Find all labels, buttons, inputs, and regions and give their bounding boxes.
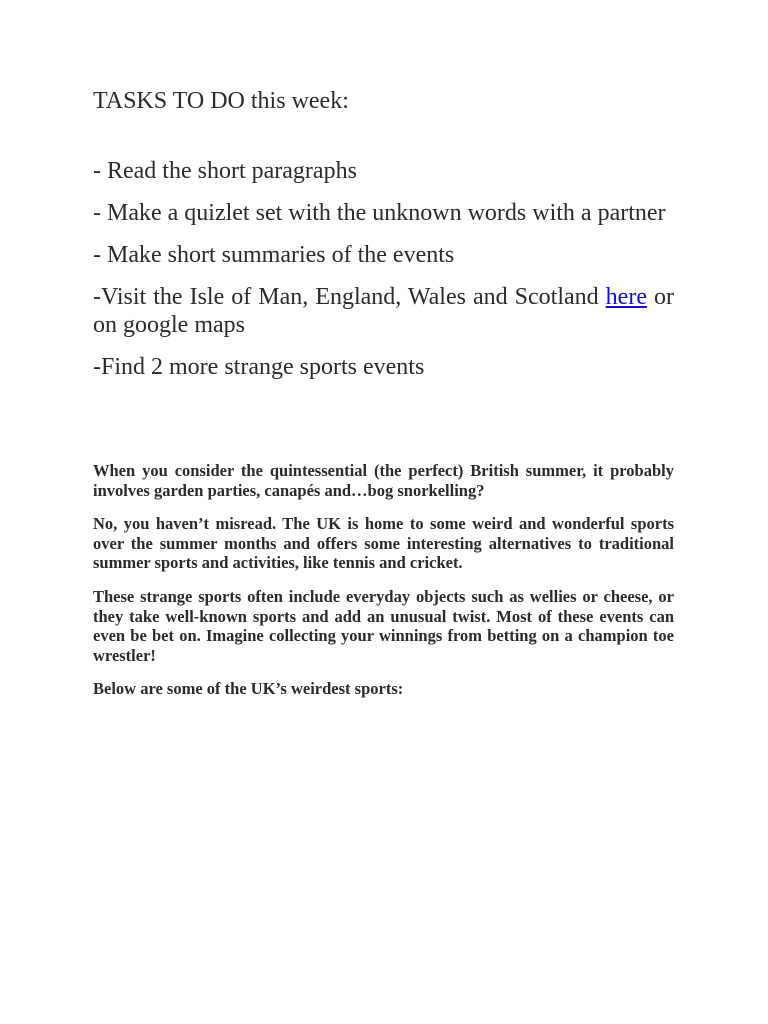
task-visit-prefix: -Visit the Isle of Man, England, Wales and Scotland (93, 284, 606, 310)
task-item-summaries: - Make short summaries of the events (93, 242, 455, 268)
task-list (93, 157, 674, 395)
task-item-find-events: -Find 2 more strange sports events (93, 354, 425, 380)
article-paragraph-below: Below are some of the UK’s weirdest sports: (93, 679, 404, 699)
article-paragraph-intro: When you consider the quintessential (the perfect) British summer, it probably involves garden parties, canapés and…bog snorkelling? (93, 461, 674, 500)
task-visit-suffix: or on google maps (93, 284, 674, 338)
task-item-quizlet: - Make a quizlet set with the unknown words with a partner (93, 200, 666, 226)
tasks-heading: TASKS TO DO this week: (93, 88, 349, 114)
task-item-read: - Read the short paragraphs (93, 158, 357, 184)
here-link[interactable]: here (605, 284, 647, 310)
article-paragraph-strange-sports: These strange sports often include everyday objects such as wellies or cheese, or they take well-known sports and add an unusual twist. Most of these events can even be bet on. Imagine collecting your winnings from betting on a champion toe wrestler! (93, 586, 674, 665)
task-item-visit (93, 283, 674, 339)
article-body (93, 461, 674, 713)
article-paragraph-misread: No, you haven’t misread. The UK is home to some weird and wonderful sports over the summer months and offers some interesting alternatives to traditional summer sports and activities, like tennis and cricket. (93, 514, 674, 573)
